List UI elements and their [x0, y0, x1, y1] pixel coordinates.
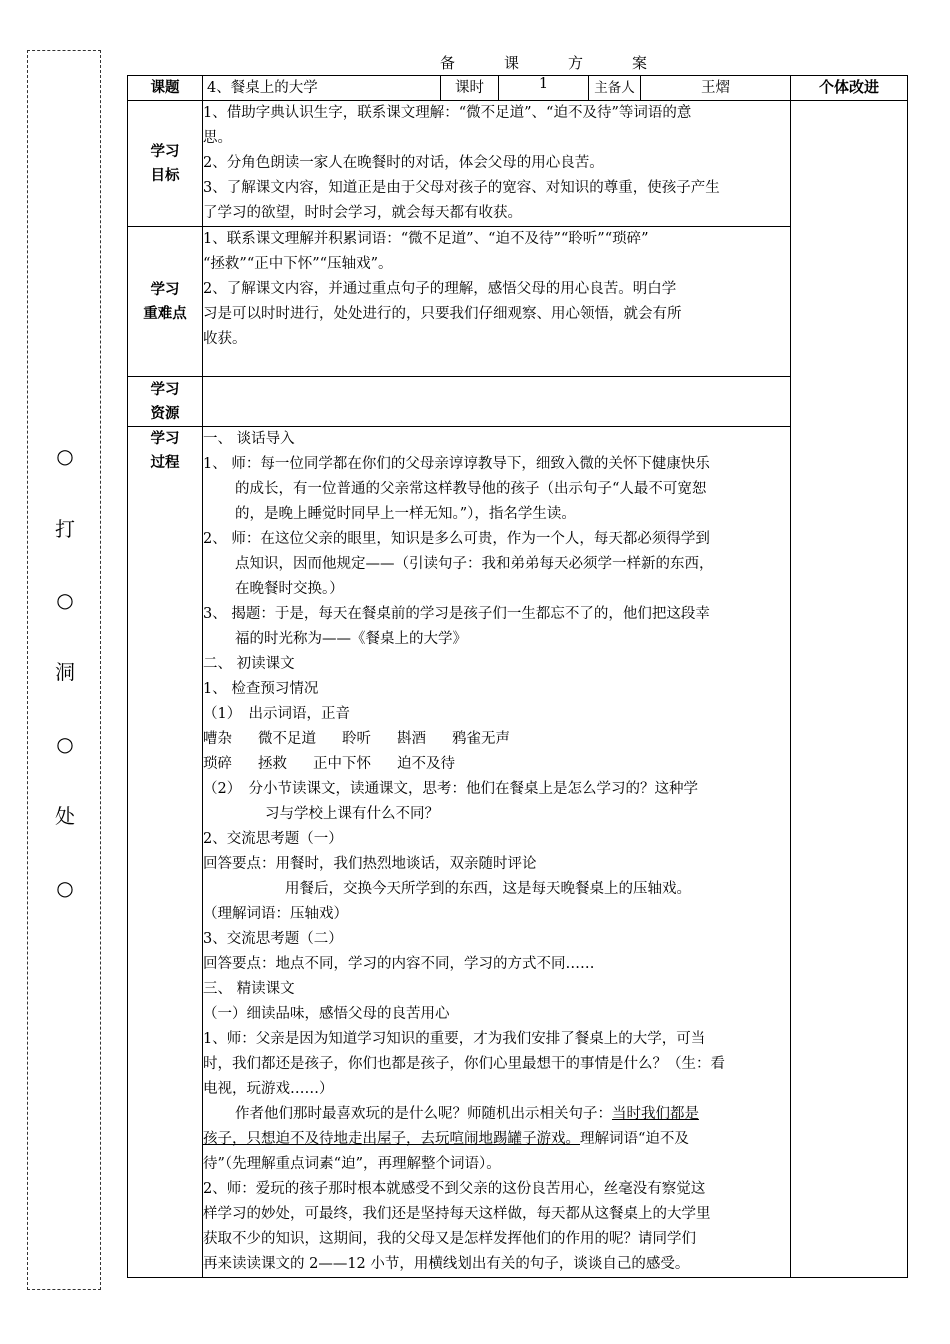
- text-line: 获取不少的知识，这期间，我的父母又是怎样发挥他们的作用的呢？请同学们: [203, 1231, 696, 1247]
- lesson-plan-table: [127, 75, 908, 1278]
- text-line: 用餐后，交换今天所学到的东西，这是每天晚餐桌上的压轴戏。: [285, 881, 691, 897]
- keypoints-label: 学习 重难点: [128, 227, 203, 377]
- vocab-word: 拯救: [258, 756, 287, 772]
- section-heading: 二、 初读课文: [203, 656, 295, 672]
- vocab-word: 正中下怀: [313, 756, 371, 772]
- preparer-label: 主备人: [589, 76, 641, 101]
- vocab-word: 微不足道: [258, 731, 316, 747]
- text-line: 1、 师：每一位同学都在你们的父母亲谆谆教导下，细致入微的关怀下健康快乐: [203, 456, 710, 472]
- keypoints-content: [203, 227, 791, 377]
- text-line: 作者他们那时最喜欢玩的是什么呢？师随机出示相关句子：当时我们都是: [235, 1106, 699, 1122]
- goal-line: 3、了解课文内容，知道正是由于父母对孩子的宽容、对知识的尊重，使孩子产生: [203, 180, 720, 196]
- improvement-column: [791, 101, 908, 1278]
- binding-char-chu: 处: [55, 804, 75, 828]
- underlined-sentence: 孩子，只想迫不及待地走出屋子，去玩喧闹地踢罐子游戏。: [203, 1131, 580, 1147]
- goal-line: 了学习的欲望，时时会学习，就会每天都有收获。: [203, 205, 522, 221]
- text-line: 回答要点：地点不同，学习的内容不同，学习的方式不同……: [203, 956, 595, 972]
- text-line: 2、交流思考题（一）: [203, 831, 343, 847]
- improvement-label: 个体改进: [791, 76, 908, 101]
- vocab-word: 嘈杂: [203, 731, 232, 747]
- period-value: 1: [499, 76, 589, 101]
- text-line: 2、 师：在这位父亲的眼里，知识是多么可贵，作为一个人，每天都必须得学到: [203, 531, 710, 547]
- vocab-word: 斟酒: [397, 731, 426, 747]
- text-line: 样学习的妙处，可最终，我们还是坚持每天这样做，每天都从这餐桌上的大学里: [203, 1206, 711, 1222]
- text-line: 习与学校上课有什么不同？: [265, 806, 439, 822]
- binding-circle: ○: [56, 588, 74, 612]
- goal-line: 2、分角色朗读一家人在晚餐时的对话，体会父母的用心良苦。: [203, 155, 604, 171]
- resources-content: [203, 377, 791, 427]
- text-line: （理解词语：压轴戏）: [203, 906, 348, 922]
- period-label: 课时: [441, 76, 499, 101]
- text-line: （1） 出示词语，正音: [203, 706, 350, 722]
- vocab-word: 迫不及待: [397, 756, 455, 772]
- keypoint-line: 1、联系课文理解并积累词语：“微不足道”、“迫不及待”“聆听”“琐碎”: [203, 231, 649, 247]
- text-line: 在晚餐时交换。）: [235, 581, 344, 597]
- underlined-sentence: 当时我们都是: [612, 1106, 699, 1122]
- keypoint-line: “拯救”“正中下怀”“压轴戏”。: [203, 256, 393, 272]
- goal-line: 1、借助字典认识生字，联系课文理解：“微不足道”、“迫不及待”等词语的意: [203, 105, 692, 121]
- keypoint-line: 收获。: [203, 331, 247, 347]
- text-line: （一）细读品味，感悟父母的良苦用心: [203, 1006, 450, 1022]
- preparer-value: 王熠: [641, 76, 791, 101]
- topic-label: 课题: [128, 76, 203, 101]
- binding-margin: [27, 50, 101, 1290]
- text-line: 的成长，有一位普通的父亲常这样教导他的孩子（出示句子“人最不可宽恕: [235, 481, 707, 497]
- keypoint-line: 2、了解课文内容，并通过重点句子的理解，感悟父母的用心良苦。明白学: [203, 281, 677, 297]
- text-line: 福的时光称为——《餐桌上的大学》: [235, 631, 467, 647]
- goals-label: 学习 目标: [128, 101, 203, 227]
- vocab-word: 聆听: [342, 731, 371, 747]
- keypoint-line: 习是可以时时进行，处处进行的，只要我们仔细观察、用心领悟，就会有所: [203, 306, 682, 322]
- goal-line: 思。: [203, 130, 232, 146]
- resources-label: 学习 资源: [128, 377, 203, 427]
- binding-circle: ○: [56, 444, 74, 468]
- goals-content: [203, 101, 791, 227]
- text-line: 孩子，只想迫不及待地走出屋子，去玩喧闹地踢罐子游戏。理解词语“迫不及: [203, 1131, 689, 1147]
- vocab-line: [203, 727, 790, 752]
- text-line: 1、师：父亲是因为知道学习知识的重要，才为我们安排了餐桌上的大学，可当: [203, 1031, 706, 1047]
- text-line: 再来读读课文的 2——12 小节，用横线划出有关的句子，谈谈自己的感受。: [203, 1256, 690, 1272]
- section-heading: 三、 精读课文: [203, 981, 295, 997]
- topic-value: 4、餐桌上的大学: [203, 76, 441, 101]
- text-line: （2） 分小节读课文，读通课文，思考：他们在餐桌上是怎么学习的？这种学: [203, 781, 698, 797]
- text-line: 回答要点：用餐时，我们热烈地谈话，双亲随时评论: [203, 856, 537, 872]
- binding-circle: ○: [56, 732, 74, 756]
- text-line: 3、 揭题：于是，每天在餐桌前的学习是孩子们一生都忘不了的，他们把这段幸: [203, 606, 710, 622]
- text-line: 电视，玩游戏……）: [203, 1081, 334, 1097]
- section-heading: 一、 谈话导入: [203, 431, 295, 447]
- text-line: 2、师：爱玩的孩子那时根本就感受不到父亲的这份良苦用心，丝毫没有察觉这: [203, 1181, 706, 1197]
- binding-char-dong: 洞: [55, 660, 75, 684]
- binding-circle: ○: [56, 876, 74, 900]
- binding-char-da: 打: [55, 517, 75, 541]
- process-label: 学习 过程: [128, 427, 203, 1278]
- text-line: 点知识，因而他规定——（引读句子：我和弟弟每天必须学一样新的东西，: [235, 556, 714, 572]
- text-line: 1、 检查预习情况: [203, 681, 319, 697]
- text-line: 的，是晚上睡觉时同早上一样无知。”），指名学生读。: [235, 506, 576, 522]
- goals-row: [128, 101, 908, 227]
- header-row: [128, 76, 908, 101]
- text-line: 3、交流思考题（二）: [203, 931, 343, 947]
- vocab-word: 琐碎: [203, 756, 232, 772]
- text-line: 时，我们都还是孩子，你们也都是孩子，你们心里最想干的事情是什么？（生：看: [203, 1056, 725, 1072]
- text-line: 待”（先理解重点词素“迫”，再理解整个词语）。: [203, 1156, 501, 1172]
- vocab-word: 鸦雀无声: [452, 731, 510, 747]
- document-title: 备 课 方 案: [440, 54, 665, 72]
- vocab-line: [203, 752, 790, 777]
- process-content: [203, 427, 791, 1278]
